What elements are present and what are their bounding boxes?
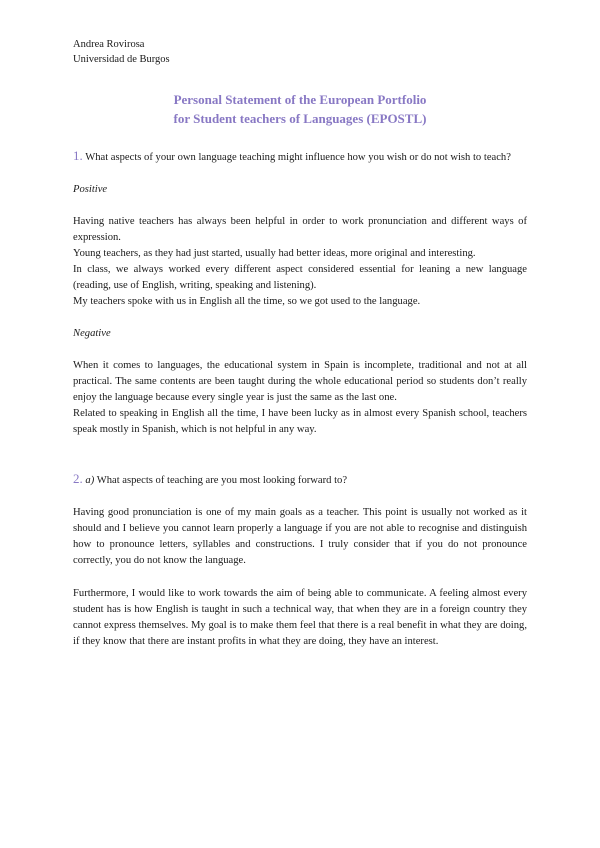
positive-point-2: Young teachers, as they had just started, usually had better ideas, more original and interesting. [73,248,476,259]
document-body [73,148,527,650]
answer-2-paragraph-2: Furthermore, I would like to work towards the aim of being able to communicate. A feeling almost every student has is how English is taught in such a technical way, that when they are in a foreign country they cannot express themselves. My goal is to make them feel that there is a real benefit in what they are doing, if they know that there are instant profits in what they are doing, they have an interest. [73,588,527,647]
positive-point-3: In class, we always worked every different aspect considered essential for leaning a new language (reading, use of English, writing, speaking and listening). [73,264,527,291]
question-2-sub: a) [85,475,95,486]
negative-point-2: Related to speaking in English all the time, I have been lucky as in almost every Spanish school, teachers speak mostly in Spanish, which is not helpful in any way. [73,408,527,435]
question-2-number: 2. [73,471,83,486]
question-1-number: 1. [73,148,83,163]
positive-point-4: My teachers spoke with us in English all the time, so we got used to the language. [73,296,421,307]
question-2 [73,471,527,489]
document-title [73,90,527,128]
title-line-2: for Student teachers of Languages (EPOSTL) [173,111,427,126]
question-2-text: What aspects of teaching are you most looking forward to? [96,475,348,486]
positive-heading: Positive [73,184,108,195]
document-header [73,37,170,67]
question-1 [73,148,527,166]
positive-point-1: Having native teachers has always been helpful in order to work pronunciation and different ways of expression. [73,216,527,243]
question-1-text: What aspects of your own language teaching might influence how you wish or do not wish to teach? [85,152,511,163]
author-name: Andrea Rovirosa [73,39,145,50]
answer-2-paragraph-1: Having good pronunciation is one of my main goals as a teacher. This point is usually not worked as it should and I believe you cannot learn properly a language if you are not able to recognise and distinguish how to pronounce letters, syllables and constructions. I truly consider that if you do not pronounce correctly, you do not know the language. [73,507,527,566]
institution-name: Universidad de Burgos [73,54,170,65]
negative-point-1: When it comes to languages, the educational system in Spain is incomplete, traditional and not at all practical. The same contents are been taught during the whole educational period so students don’t really enjoy the language because every single year is just the same as the last one. [73,360,527,403]
negative-heading: Negative [73,328,111,339]
title-line-1: Personal Statement of the European Portfolio [173,92,427,107]
